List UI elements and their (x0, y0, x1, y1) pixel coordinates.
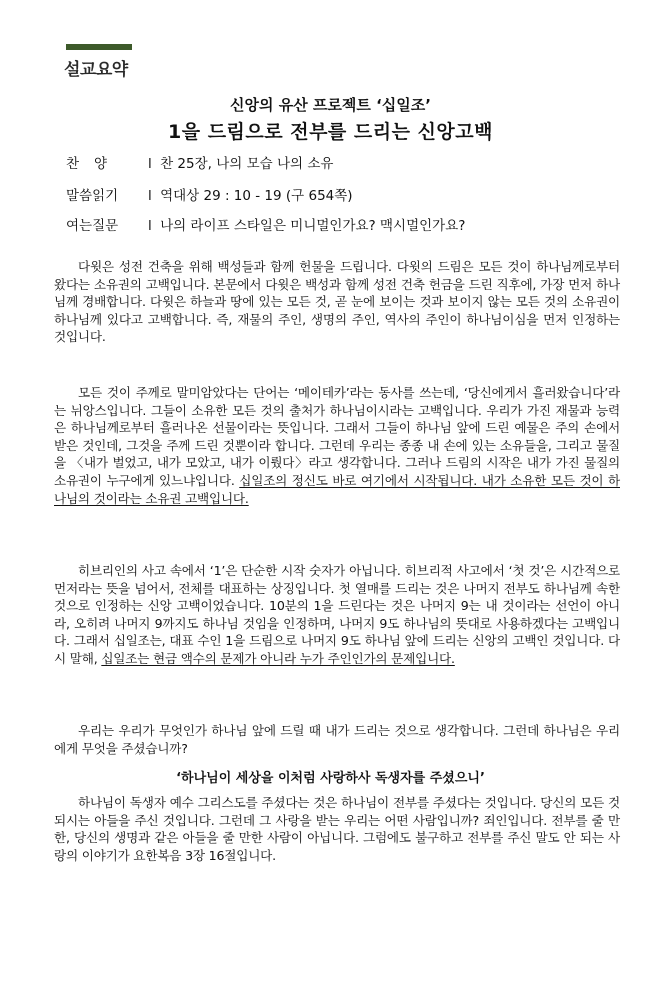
body-paragraph-1: 다윗은 성전 건축을 위해 백성들과 함께 헌물을 드립니다. 다윗의 드림은 모든 것이 하나님께로부터 왔다는 소유권의 고백입니다. 본문에서 다윗은 백성과 함께 성전 건축 헌금을 드린 직후에, 가장 먼저 하나님께 경배합니다. 다윗은 하늘과 땅에 있는 모든 것, 곧 눈에 보이는 것과 보이지 않는 모든 것의 소유권이 하나님께 있다고 고백합니다. 즉, 재물의 주인, 생명의 주인, 역사의 주인이 하나님이심을 먼저 인정하는 것입니다. (54, 259, 620, 345)
body-paragraph-2-text: 모든 것이 주께로 말미암았다는 단어는 ‘메이테카’라는 동사를 쓰는데, ‘당신에게서 흘러왔습니다’라는 뉘앙스입니다. 그들이 소유한 모든 것의 출처가 하나님이시라는 고백입니다. 우리가 가진 재물과 능력은 하나님께로부터 흘러나온 선물이라는 뜻입니다. 그래서 그들이 하나님 앞에 드린 예물은 주의 손에서 받은 것인데, 그것을 주께 드린 것뿐이라 합니다. 그런데 우리는 종종 내 손에 있는 소유들을, 그리고 물질을 〈내가 벌었고, 내가 모았고, 내가 이뤘다〉라고 생각합니다. 그러나 드림의 시작은 내가 가진 물질의 소유권이 누구에게 있느냐입니다. (54, 385, 620, 488)
meta-hymn-value: 찬 25장, 나의 모습 나의 소유 (160, 156, 334, 172)
meta-reading-row (66, 184, 353, 204)
meta-reading-key: 말씀읽기 (66, 188, 119, 204)
meta-hymn-key: 찬양 (66, 156, 123, 172)
body-paragraph-3-underlined: 십일조는 현금 액수의 문제가 아니라 누가 주인인가의 문제입니다. (101, 650, 455, 666)
body-paragraph-4: 우리는 우리가 무엇인가 하나님 앞에 드릴 때 내가 드리는 것으로 생각합니다. 그런데 하나님은 우리에게 무엇을 주셨습니까? (54, 723, 620, 756)
sermon-title: 1을 드림으로 전부를 드리는 신앙고백 (168, 121, 493, 143)
body-paragraph-3-text: 히브리인의 사고 속에서 ‘1’은 단순한 시작 숫자가 아닙니다. 히브리적 사고에서 ‘첫 것’은 시간적으로 먼저라는 뜻을 넘어서, 전체를 대표하는 상징입니다. 첫 열매를 드리는 것은 나머지 전부도 하나님께 속한 것으로 인정하는 신앙 고백이었습니다. 10분의 1을 드린다는 것은 나머지 9는 내 것이라는 선언이 아니라, 오히려 나머지 9까지도 하나님 것임을 인정하며, 나머지 9도 하나님의 뜻대로 사용하겠다는 고백입니다. 그래서 십일조는, 대표 수인 1을 드림으로 나머지 9도 하나님 앞에 드리는 신앙의 고백인 것입니다. 다시 말해, (54, 563, 620, 666)
section-tag-bar (66, 44, 132, 50)
meta-separator: l (148, 218, 152, 234)
meta-hymn-row (66, 152, 333, 172)
meta-reading-value: 역대상 29 : 10 - 19 (구 654쪽) (160, 188, 353, 204)
body-paragraph-2-underlined: 십일조의 정신도 바로 여기에서 시작됩니다. 내가 소유한 모든 것이 하나님의 것이라는 소유권 고백입니다. (54, 472, 620, 506)
body-paragraph-2 (54, 384, 620, 507)
body-paragraph-3 (54, 562, 620, 668)
scripture-heading: ‘하나님이 세상을 이처럼 사랑하사 독생자를 주셨으니’ (176, 771, 485, 786)
section-tag-label: 설교요약 (64, 60, 128, 80)
meta-question-key: 여는질문 (66, 218, 119, 234)
meta-separator: l (148, 156, 152, 172)
meta-question-value: 나의 라이프 스타일은 미니멀인가요? 맥시멀인가요? (160, 218, 466, 234)
body-paragraph-5: 하나님이 독생자 예수 그리스도를 주셨다는 것은 하나님이 전부를 주셨다는 것입니다. 당신의 모든 것 되시는 아들을 주신 것입니다. 그런데 그 사랑을 받는 우리는 어떤 사람입니까? 죄인입니다. 전부를 줄 만한, 당신의 생명과 같은 아들을 줄 만한 사람이 아닙니다. 그럼에도 불구하고 전부를 주신 말도 안 되는 사랑의 이야기가 요한복음 3장 16절입니다. (54, 795, 620, 863)
sermon-subtitle: 신앙의 유산 프로젝트 ‘십일조’ (230, 96, 431, 114)
meta-question-row (66, 214, 465, 234)
meta-separator: l (148, 188, 152, 204)
